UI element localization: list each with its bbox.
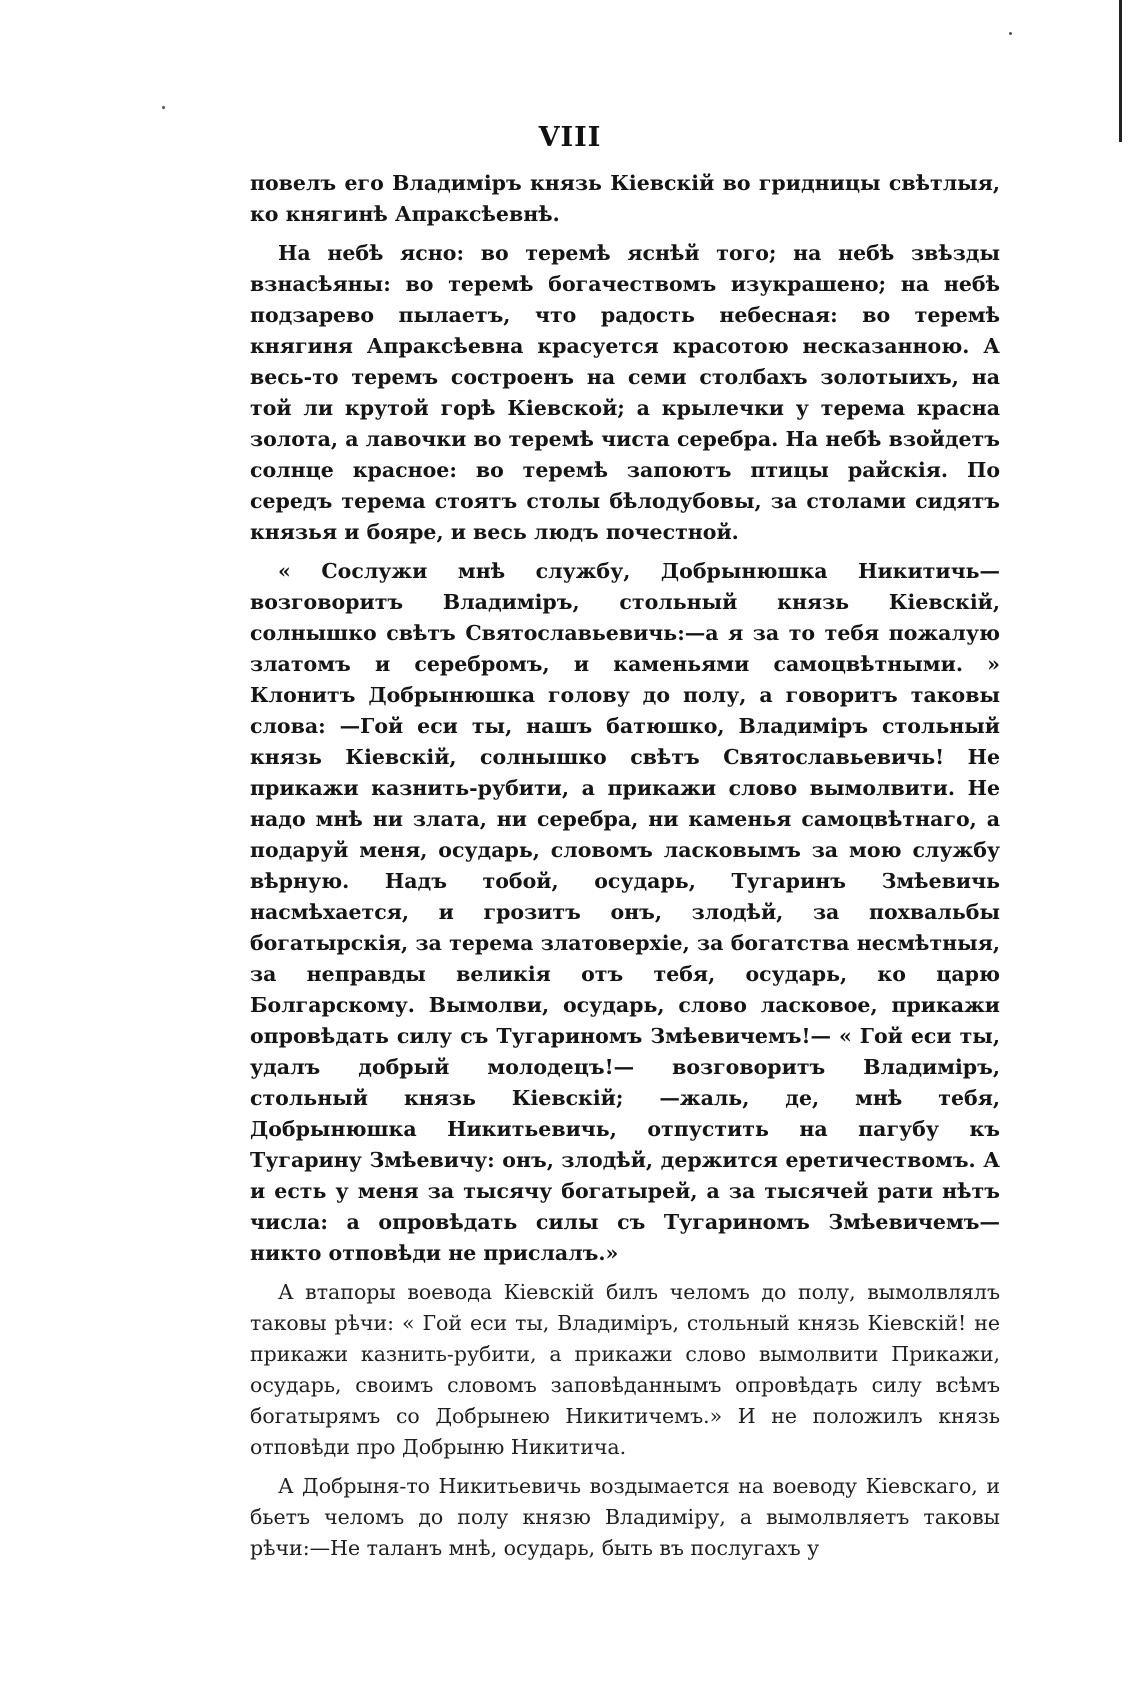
paragraph: А втапоры воевода Кіевскій билъ челомъ до полу, вымолвлялъ таковы рѣчи: « Гой еси ты, Владиміръ, стольный князь Кіевскій! не прикажи казнить-рубити, а прикажи слово вымолвити Прикажи, осударь, своимъ словомъ заповѣданнымъ опровѣдать силу всѣмъ богатырямъ со Добрынею Никитичемъ.» И не положилъ князь отповѣди про Добрыню Никитича. <box>250 1280 1000 1459</box>
page-number: VIII <box>538 122 602 153</box>
paragraph: « Сослужи мнѣ службу, Добрынюшка Никитичь—возговоритъ Владиміръ, стольный князь Кіевскій, солнышко свѣтъ Святославьевичь:—а я за то тебя пожалую златомъ и серебромъ, и каменьями самоцвѣтными. » Клонитъ Добрынюшка голову до полу, а говоритъ таковы слова: —Гой еси ты, нашъ батюшко, Владиміръ стольный князь Кіевскій, солнышко свѣтъ Святославьевичь! Не прикажи казнить-рубити, а прикажи слово вымолвити. Не надо мнѣ ни злата, ни серебра, ни каменья самоцвѣтнаго, а подаруй меня, осударь, словомъ ласковымъ за мою службу вѣрную. Надъ тобой, осударь, Тугаринъ Змѣевичь насмѣхается, и грозитъ онъ, злодѣй, за похвальбы богатырскія, за терема златоверхіе, за богатства несмѣтныя, за неправды великія отъ тебя, осударь, ко царю Болгарскому. Вымолви, осударь, слово ласковое, прикажи опровѣдать силу съ Тугариномъ Змѣевичемъ!— « Гой еси ты, удалъ добрый молодецъ!— возговоритъ Владиміръ, стольный князь Кіевскій; —жаль, де, мнѣ тебя, Добрынюшка Никитьевичь, отпустить на пагубу къ Тугарину Змѣевичу: онъ, злодѣй, держится еретичествомъ. А и есть у меня за тысячу богатырей, а за тысячей рати нѣтъ числа: а опровѣдать силы съ Тугариномъ Змѣевичемъ—никто отповѣди не прислалъ.» <box>250 559 1000 1265</box>
paragraph: А Добрыня-то Никитьевичь воздымается на воеводу Кіевскаго, и бьетъ челомъ до полу князю Владиміру, а вымолвляетъ таковы рѣчи:—Не таланъ мнѣ, осударь, быть въ послугахъ у <box>250 1474 1000 1560</box>
scan-speck <box>1009 32 1012 35</box>
page-text <box>250 168 1000 1572</box>
paragraph: повелъ его Владиміръ князь Кіевскій во гридницы свѣтлыя, ко княгинѣ Апраксѣевнѣ. <box>250 171 1000 226</box>
scan-speck <box>162 106 165 109</box>
scan-edge-line <box>1119 0 1122 142</box>
paragraph: На небѣ ясно: во теремѣ яснѣй того; на небѣ звѣзды взнасѣяны: во теремѣ богачествомъ изукрашено; на небѣ подзарево пылаетъ, что радость небесная: во теремѣ княгиня Апраксѣевна красуется красотою несказанною. А весь-то теремъ состроенъ на семи столбахъ золотыихъ, на той ли крутой горѣ Кіевской; а крылечки у терема красна золота, а лавочки во теремѣ чиста серебра. На небѣ взойдетъ солнце красное: во теремѣ запоютъ птицы райскія. По середъ терема стоятъ столы бѣлодубовы, за столами сидятъ князья и бояре, и весь людъ почестной. <box>250 241 1000 544</box>
